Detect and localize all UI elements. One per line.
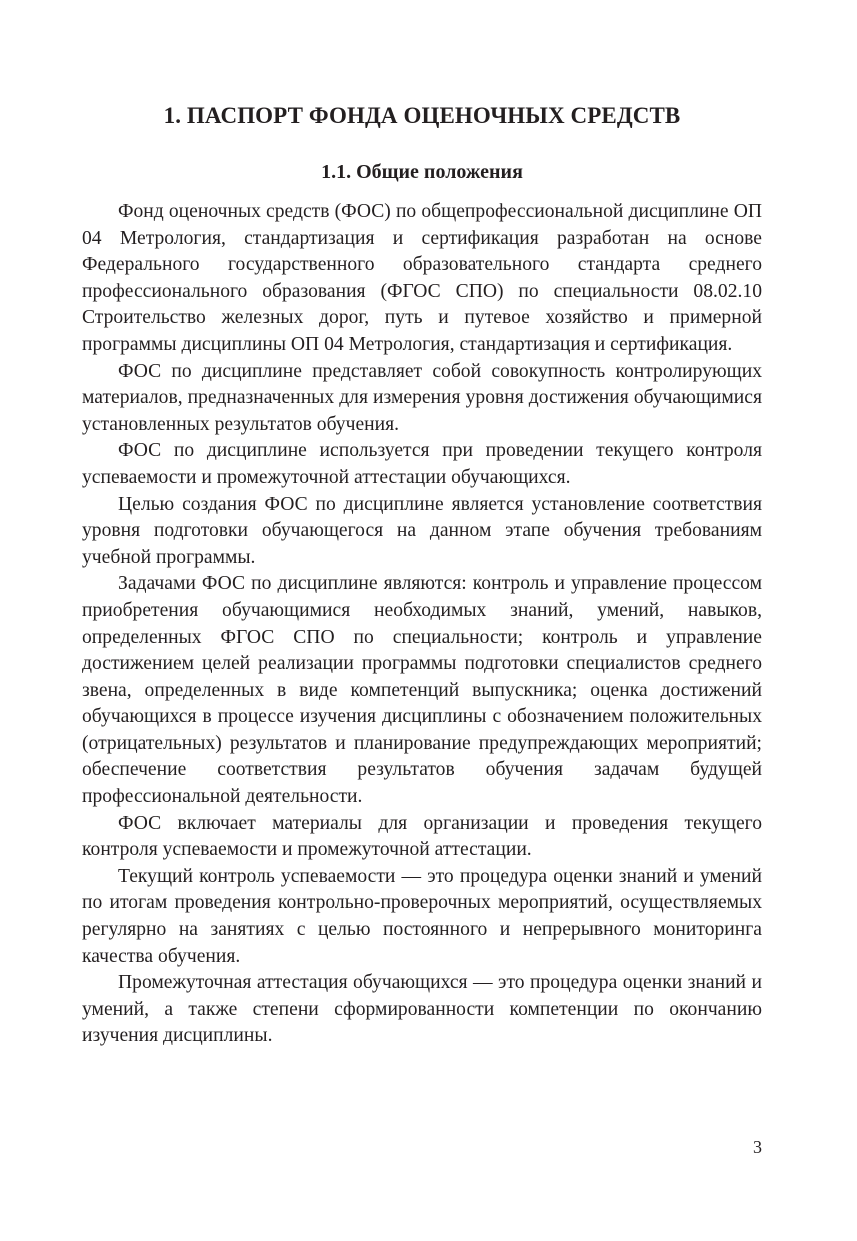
paragraph-fos-composition: ФОС по дисциплине представляет собой совокупность контролирующих материалов, предназначенных для измерения уровня достижения обучающимися установленных результатов обучения. (82, 360, 762, 435)
paragraph-fos-tasks: Задачами ФОС по дисциплине являются: контроль и управление процессом приобретения обучающимися необходимых знаний, умений, навыков, определенных ФГОС СПО по специальности; контроль и управление достижением целей реализации программы подготовки специалистов среднего звена, определенных в виде компетенций выпускника; оценка достижений обучающихся в процессе изучения дисциплины с обозначением положительных (отрицательных) результатов и планирование предупреждающих мероприятий; обеспечение соответствия результатов обучения задачам будущей профессиональной деятельности. (82, 573, 762, 808)
paragraph-fos-usage: ФОС по дисциплине используется при проведении текущего контроля успеваемости и промежуточной аттестации обучающихся. (82, 440, 762, 488)
body-text (82, 199, 762, 1050)
page-number: 3 (753, 1137, 762, 1157)
paragraph-fos-definition: Фонд оценочных средств (ФОС) по общепрофессиональной дисциплине ОП 04 Метрология, стандартизация и сертификация разработан на основе Федерального государственного образовательного стандарта среднего профессионального образования (ФГОС СПО) по специальности 08.02.10 Строительство железных дорог, путь и путевое хозяйство и примерной программы дисциплины ОП 04 Метрология, стандартизация и сертификация. (82, 201, 762, 355)
paragraph-current-control: Текущий контроль успеваемости — это процедура оценки знаний и умений по итогам проведения контрольно-проверочных мероприятий, осуществляемых регулярно на занятиях с целью постоянного и непрерывного мониторинга качества обучения. (82, 865, 762, 967)
chapter-title: 1. ПАСПОРТ ФОНДА ОЦЕНОЧНЫХ СРЕДСТВ (163, 103, 681, 128)
section-title: 1.1. Общие положения (321, 161, 523, 183)
paragraph-fos-materials: ФОС включает материалы для организации и проведения текущего контроля успеваемости и промежуточной аттестации. (82, 812, 762, 861)
paragraph-fos-goal: Целью создания ФОС по дисциплине является установление соответствия уровня подготовки обучающегося на данном этапе обучения требованиям учебной программы. (82, 493, 762, 568)
paragraph-intermediate-attestation: Промежуточная аттестация обучающихся — это процедура оценки знаний и умений, а также степени сформированности компетенции по окончанию изучения дисциплины. (82, 972, 762, 1047)
